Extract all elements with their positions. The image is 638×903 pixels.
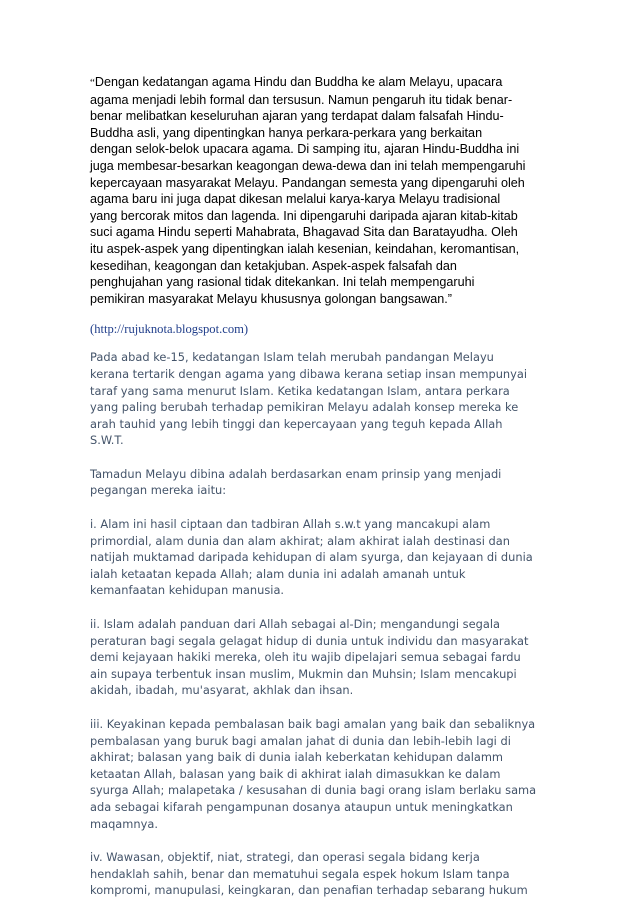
paragraph-line: pegangan mereka iaitu:	[90, 483, 227, 498]
paragraph-line: kemanfaatan kehidupan manusia.	[90, 583, 285, 598]
paragraph-line: kerana tertarik dengan agama yang dibawa kerana setiap insan mempunyai	[90, 366, 528, 381]
paragraph-line: demi kejayaan hakiki mereka, oleh itu wajib dipelajari semua sebagai fardu	[90, 650, 521, 665]
paragraph-line: Pada abad ke-15, kedatangan Islam telah merubah pandangan Melayu	[90, 350, 494, 365]
paragraph-line: iii. Keyakinan kepada pembalasan baik bagi amalan yang baik dan sebaliknya	[90, 717, 536, 731]
paragraph-line: akidah, ibadah, mu'asyarat, akhlak dan ihsan.	[90, 683, 354, 698]
paragraph-line: hendaklah sahih, benar dan mematuhui segala espek hokum Islam tanpa	[90, 866, 510, 881]
quote-line: agama menjadi lebih formal dan tersusun. Namun pengaruh itu tidak benar-	[90, 92, 513, 107]
quote-line: yang bercorak mitos dan lagenda. Ini dipengaruhi daripada ajaran kitab-kitab	[90, 208, 518, 223]
paragraph-line: S.W.T.	[90, 433, 124, 448]
paragraph-line: ii. Islam adalah panduan dari Allah sebagai al-Din; mengandungi segala	[90, 617, 500, 632]
paragraph-line: natijah muktamad daripada kehidupan di alam syurga, dan kejayaan di dunia	[90, 550, 533, 565]
paragraph-islam-arrival	[90, 349, 540, 449]
paragraph-line: i. Alam ini hasil ciptaan dan tadbiran Allah s.w.t yang mancakupi alam	[90, 517, 491, 532]
quote-line: “Dengan kedatangan agama Hindu dan Buddha ke alam Melayu, upacara	[90, 75, 503, 89]
quote-line: benar melibatkan keseluruhan ajaran yang terdapat dalam falsafah Hindu-	[90, 109, 504, 124]
paragraph-line: kompromi, manupulasi, keingkaran, dan penafian terhadap sebarang hukum	[90, 883, 528, 898]
principle-ii	[90, 616, 540, 699]
paragraph-line: akhirat; balasan yang baik di dunia ialah keberkatan kehidupan dalamm	[90, 750, 504, 765]
paragraph-line: ada sebagai kifarah pengampunan dosanya ataupun untuk meningkatkan	[90, 799, 513, 814]
principle-i	[90, 516, 540, 599]
paragraph-line: syurga Allah; malapetaka / kesusahan di dunia bagi orang islam berlaku sama	[90, 783, 537, 798]
quote-block	[90, 74, 540, 307]
paragraph-line: iv. Wawasan, objektif, niat, strategi, dan operasi segala bidang kerja	[90, 850, 480, 865]
paragraph-six-principles	[90, 466, 540, 499]
paragraph-line: ialah ketaatan kepada Allah; alam dunia ini adalah amanah untuk	[90, 566, 466, 581]
paragraph-line: taraf yang sama menurut Islam. Ketika kedatangan Islam, antara perkara	[90, 383, 510, 398]
source-citation: (http://rujuknota.blogspot.com)	[90, 322, 249, 337]
principle-iv	[90, 849, 540, 899]
quote-line: Buddha asli, yang dipentingkan hanya perkara-perkara yang berkaitan	[90, 125, 483, 140]
quote-line: itu aspek-aspek yang dipentingkan ialah kesenian, keindahan, keromantisan,	[90, 241, 520, 256]
paragraph-line: peraturan bagi segala gelagat hidup di dunia untuk individu dan masyarakat	[90, 633, 529, 648]
open-quote-mark: “	[90, 77, 95, 89]
paragraph-line: ain supaya terbentuk insan muslim, Mukmin dan Muhsin; Islam mencakupi	[90, 666, 517, 681]
paragraph-line: maqamnya.	[90, 816, 158, 831]
paragraph-line: ketaatan Allah, balasan yang baik di akhirat ialah dimasukkan ke dalam	[90, 766, 501, 781]
quote-line: pemikiran masyarakat Melayu khususnya golongan bangsawan.”	[90, 291, 452, 306]
paragraph-line: primordial, alam dunia dan alam akhirat; alam akhirat ialah destinasi dan	[90, 533, 510, 548]
document-page	[90, 74, 540, 899]
paragraph-line: Tamadun Melayu dibina adalah berdasarkan enam prinsip yang menjadi	[90, 466, 502, 481]
quote-line: suci agama Hindu seperti Mahabrata, Bhagavad Sita dan Baratayudha. Oleh	[90, 225, 518, 240]
principle-iii	[90, 716, 540, 832]
quote-line: penghujahan yang rasional tidak ditekankan. Ini telah mempengaruhi	[90, 275, 475, 290]
paragraph-line: pembalasan yang buruk bagi amalan jahat di dunia dan lebih-lebih lagi di	[90, 733, 511, 748]
quote-line: agama baru ini juga dapat dikesan melalui karya-karya Melayu tradisional	[90, 192, 501, 207]
quote-line: kesedihan, keagongan dan ketakjuban. Aspek-aspek falsafah dan	[90, 258, 457, 273]
quote-line: kepercayaan masyarakat Melayu. Pandangan semesta yang dipengaruhi oleh	[90, 175, 525, 190]
paragraph-line: arah tauhid yang lebih tinggi dan kepercayaan yang teguh kepada Allah	[90, 416, 503, 431]
quote-line: juga membesar-besarkan keagongan dewa-dewa dan ini telah mempengaruhi	[90, 158, 526, 173]
quote-line: dengan selok-belok upacara agama. Di samping itu, ajaran Hindu-Buddha ini	[90, 142, 520, 157]
paragraph-line: yang paling berubah terhadap pemikiran Melayu adalah konsep mereka ke	[90, 400, 519, 415]
